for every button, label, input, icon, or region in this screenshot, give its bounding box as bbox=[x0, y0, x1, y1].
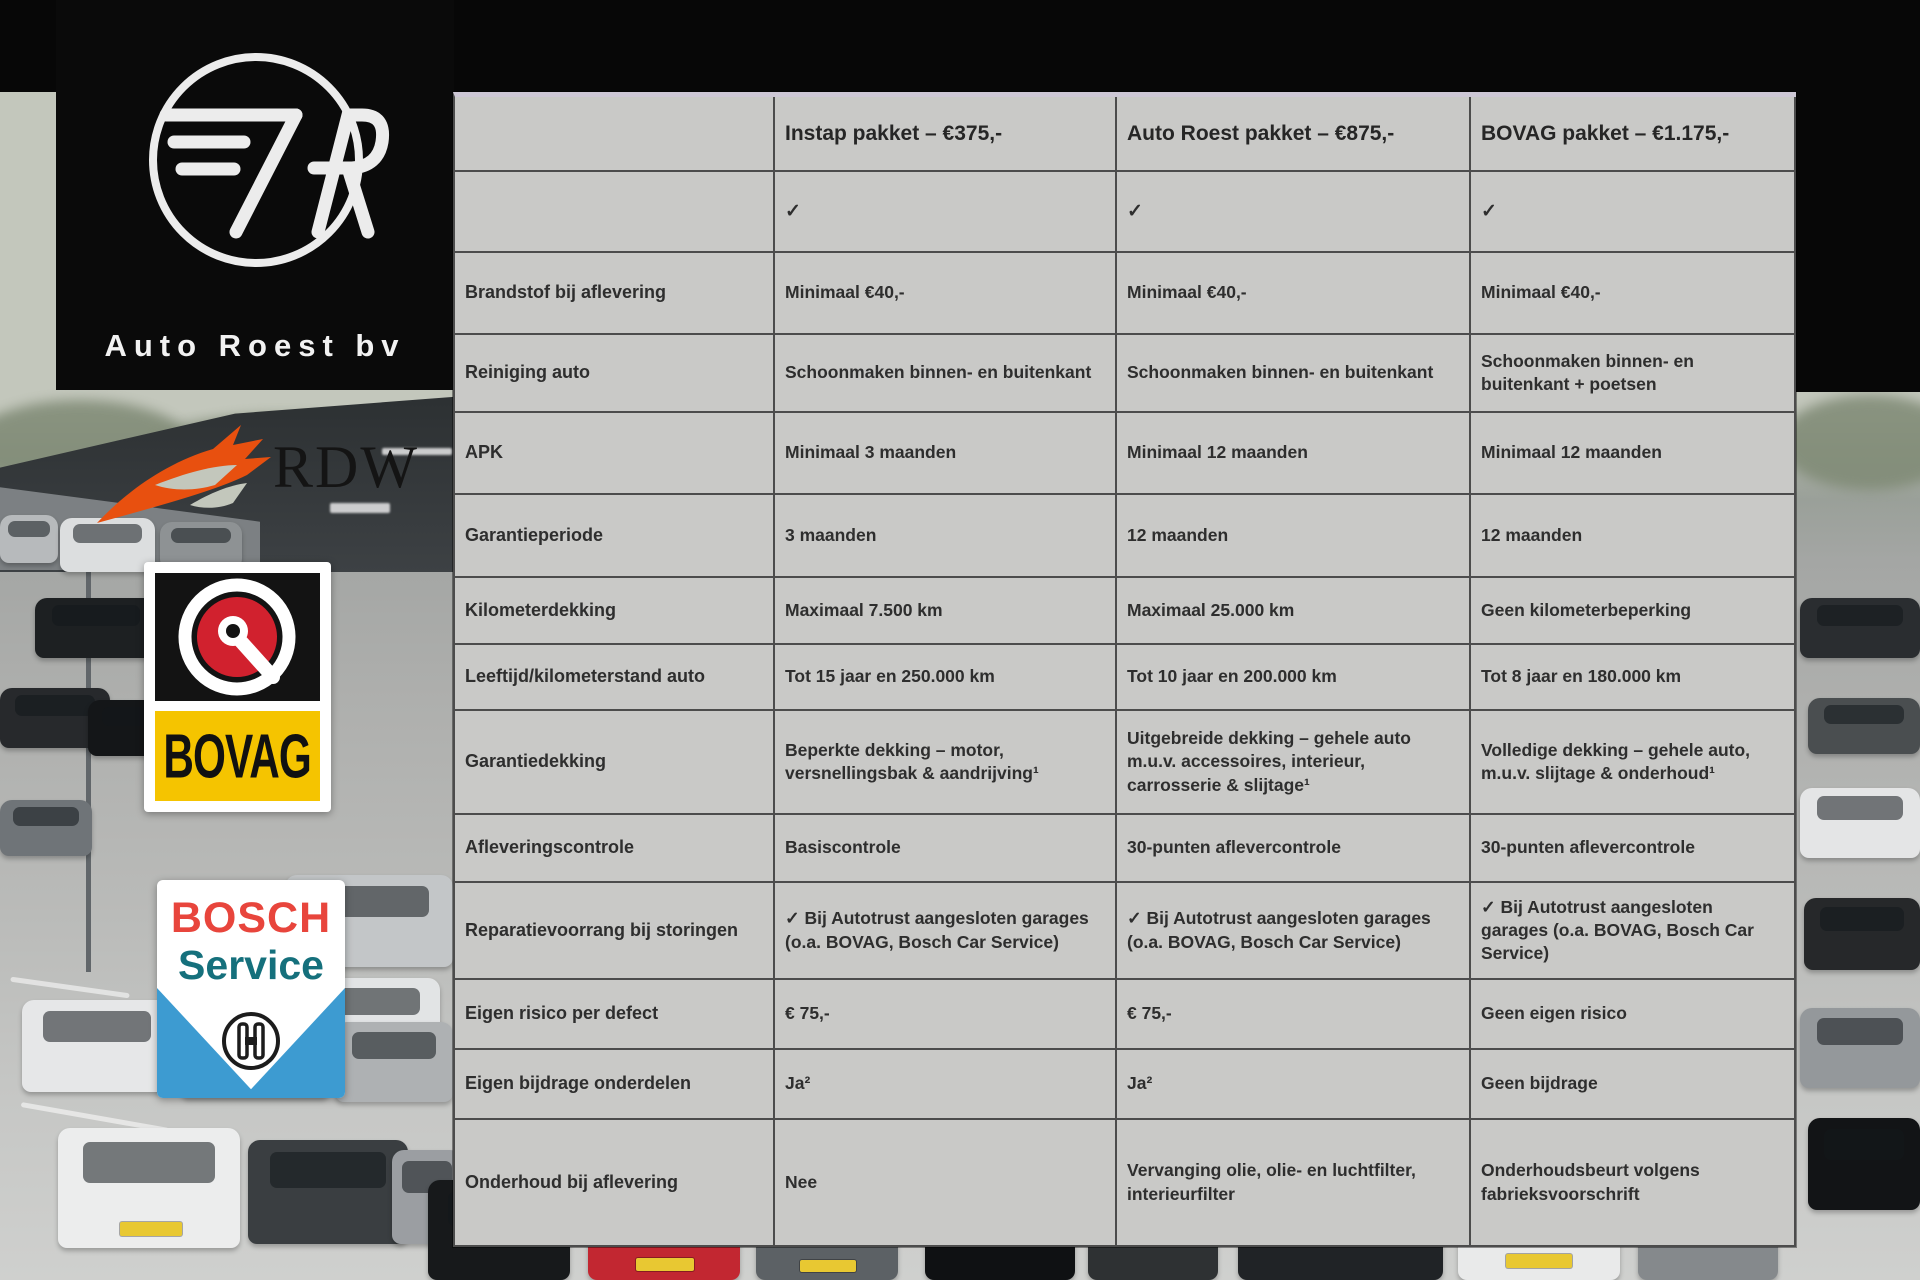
row-label: Leeftijd/kilometerstand auto bbox=[455, 645, 775, 711]
table-cell: ✓ Bij Autotrust aangesloten garages (o.a. BOVAG, Bosch Car Service) bbox=[1471, 883, 1796, 980]
license-plate bbox=[800, 1260, 856, 1272]
table-cell: 30-punten aflevercontrole bbox=[1471, 815, 1796, 883]
bosch-armature-icon bbox=[220, 1010, 282, 1072]
table-cell: Minimaal €40,- bbox=[1471, 253, 1796, 335]
car-silhouette bbox=[1800, 1008, 1920, 1088]
rdw-eagle-icon bbox=[95, 415, 295, 530]
table-cell: 12 maanden bbox=[1117, 495, 1471, 578]
table-cell: Maximaal 7.500 km bbox=[775, 578, 1117, 645]
table-cell: Tot 15 jaar en 250.000 km bbox=[775, 645, 1117, 711]
table-cell: Ja² bbox=[1117, 1050, 1471, 1120]
row-label: Afleveringscontrole bbox=[455, 815, 775, 883]
row-label: Kilometerdekking bbox=[455, 578, 775, 645]
auto-roest-logo-panel bbox=[56, 0, 454, 390]
car-silhouette bbox=[1800, 788, 1920, 858]
table-cell: Tot 8 jaar en 180.000 km bbox=[1471, 645, 1796, 711]
table-cell: Geen kilometerbeperking bbox=[1471, 578, 1796, 645]
table-cell: 3 maanden bbox=[775, 495, 1117, 578]
table-cell: Geen eigen risico bbox=[1471, 980, 1796, 1050]
check-icon: ✓ bbox=[1117, 172, 1471, 253]
column-header-auto-roest: Auto Roest pakket – €875,- bbox=[1117, 97, 1471, 172]
table-cell: Uitgebreide dekking – gehele auto m.u.v. accessoires, interieur, carrosserie & slijtage¹ bbox=[1117, 711, 1471, 815]
trees bbox=[1780, 395, 1920, 490]
row-label: Eigen risico per defect bbox=[455, 980, 775, 1050]
row-label bbox=[455, 172, 775, 253]
car-silhouette bbox=[1808, 1118, 1920, 1210]
table-cell: Schoonmaken binnen- en buitenkant bbox=[775, 335, 1117, 413]
check-icon: ✓ bbox=[1471, 172, 1796, 253]
bosch-wordmark: BOSCH bbox=[170, 894, 332, 942]
row-label: Reparatievoorrang bij storingen bbox=[455, 883, 775, 980]
table-cell: Minimaal 12 maanden bbox=[1117, 413, 1471, 495]
column-header-empty bbox=[455, 97, 775, 172]
package-comparison-table bbox=[453, 92, 1796, 1247]
table-cell: Minimaal 12 maanden bbox=[1471, 413, 1796, 495]
column-header-instap: Instap pakket – €375,- bbox=[775, 97, 1117, 172]
row-label: Garantiedekking bbox=[455, 711, 775, 815]
car-silhouette bbox=[335, 1022, 453, 1102]
table-cell: Maximaal 25.000 km bbox=[1117, 578, 1471, 645]
bosch-service-wordmark: Service bbox=[178, 942, 324, 988]
rdw-logo bbox=[95, 415, 425, 530]
table-cell: 12 maanden bbox=[1471, 495, 1796, 578]
table-cell: Geen bijdrage bbox=[1471, 1050, 1796, 1120]
table-cell: Tot 10 jaar en 200.000 km bbox=[1117, 645, 1471, 711]
rdw-wordmark: RDW bbox=[273, 434, 419, 500]
table-cell: 30-punten aflevercontrole bbox=[1117, 815, 1471, 883]
row-label: APK bbox=[455, 413, 775, 495]
license-plate bbox=[120, 1222, 182, 1236]
company-name: Auto Roest bv bbox=[104, 328, 406, 363]
table-cell: Minimaal €40,- bbox=[1117, 253, 1471, 335]
bovag-emblem bbox=[155, 573, 320, 701]
row-label: Brandstof bij aflevering bbox=[455, 253, 775, 335]
table-cell: Basiscontrole bbox=[775, 815, 1117, 883]
license-plate bbox=[1506, 1254, 1572, 1268]
table-cell: Onderhoudsbeurt volgens fabrieksvoorschrift bbox=[1471, 1120, 1796, 1247]
car-silhouette bbox=[1808, 698, 1920, 754]
table-cell: ✓ Bij Autotrust aangesloten garages (o.a. BOVAG, Bosch Car Service) bbox=[1117, 883, 1471, 980]
row-label: Reiniging auto bbox=[455, 335, 775, 413]
row-label: Onderhoud bij aflevering bbox=[455, 1120, 775, 1247]
table-cell: € 75,- bbox=[1117, 980, 1471, 1050]
table-cell: Vervanging olie, olie- en luchtfilter, interieurfilter bbox=[1117, 1120, 1471, 1247]
car-silhouette bbox=[1800, 598, 1920, 658]
bosch-service-logo bbox=[157, 880, 345, 1098]
table-cell: Schoonmaken binnen- en buitenkant bbox=[1117, 335, 1471, 413]
car-silhouette bbox=[1804, 898, 1920, 970]
car-silhouette bbox=[35, 598, 157, 658]
column-header-bovag: BOVAG pakket – €1.175,- bbox=[1471, 97, 1796, 172]
license-plate bbox=[636, 1258, 694, 1271]
bovag-logo bbox=[144, 562, 331, 812]
table-cell: Schoonmaken binnen- en buitenkant + poetsen bbox=[1471, 335, 1796, 413]
table-cell: Nee bbox=[775, 1120, 1117, 1247]
row-label: Eigen bijdrage onderdelen bbox=[455, 1050, 775, 1120]
table-cell: Minimaal €40,- bbox=[775, 253, 1117, 335]
table-cell: ✓ Bij Autotrust aangesloten garages (o.a. BOVAG, Bosch Car Service) bbox=[775, 883, 1117, 980]
table-cell: Ja² bbox=[775, 1050, 1117, 1120]
parking-line bbox=[10, 977, 130, 999]
table-cell: Beperkte dekking – motor, versnellingsbak & aandrijving¹ bbox=[775, 711, 1117, 815]
table-cell: Minimaal 3 maanden bbox=[775, 413, 1117, 495]
table-cell: Volledige dekking – gehele auto, m.u.v. slijtage & onderhoud¹ bbox=[1471, 711, 1796, 815]
table-cell: € 75,- bbox=[775, 980, 1117, 1050]
row-label: Garantieperiode bbox=[455, 495, 775, 578]
car-silhouette bbox=[248, 1140, 408, 1244]
bovag-wordmark: BOVAG bbox=[163, 720, 312, 792]
car-silhouette bbox=[22, 1000, 172, 1092]
right-black-band bbox=[1793, 0, 1920, 392]
car-silhouette bbox=[0, 800, 92, 856]
bovag-wordmark-band bbox=[155, 711, 320, 801]
car-silhouette bbox=[0, 515, 58, 563]
auto-roest-7r-icon bbox=[56, 0, 454, 330]
check-icon: ✓ bbox=[775, 172, 1117, 253]
